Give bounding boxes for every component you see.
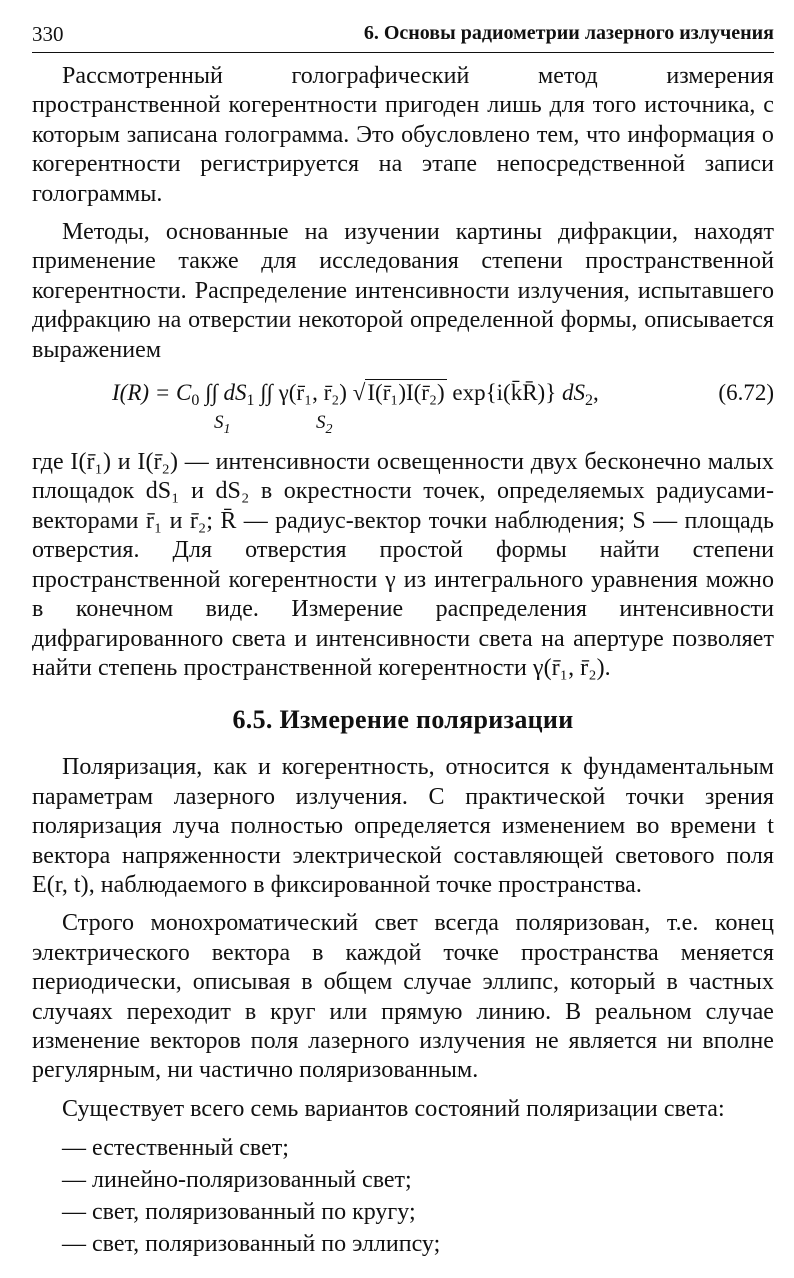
section-heading: 6.5. Измерение поляризации: [232, 705, 574, 735]
list-item: — свет, поляризованный по кругу;: [62, 1199, 416, 1226]
equation-trailing-comma: ,: [592, 380, 599, 406]
list-item: — свет, поляризованный по эллипсу;: [62, 1231, 441, 1258]
running-title: 6. Основы радиометрии лазерного излучения: [363, 22, 774, 44]
polarization-states-list: [32, 1133, 774, 1259]
integral-limit-2-letter: S: [316, 412, 326, 434]
paragraph-polarization-intro: Поляризация, как и когерентность, относится к фундаментальным параметрам лазерного излучения. С практической точки зрения поляризация луча полностью определяется изменением во времени t вектора напряженности электрической составляющей светового поля E(r, t), наблюдаемого в фиксированной точке пространства.: [32, 754, 774, 898]
equation-ds2-sub: 2: [584, 392, 593, 410]
paragraph-seven-states: Существует всего семь вариантов состояний поляризации света:: [62, 1095, 725, 1122]
paragraph-hologram-method: Рассмотренный голографический метод измерения пространственной когерентности пригоден лишь для того источника, с которым записана голограмма. Это обусловлено тем, что информация о когерентности регистрируется на этапе непосредственной записи голограммы.: [32, 63, 774, 207]
paragraph-diffraction-methods: Методы, основанные на изучении картины дифракции, находят применение также для исследования степени пространственной когерентности. Распределение интенсивности излучения, испытавшего дифракцию на отверстии некоторой определенной формы, описывается выражением: [32, 219, 774, 363]
equation-sqrt-body: I(r̄₁)I(r̄₂): [367, 380, 445, 406]
page-number: 330: [32, 22, 64, 46]
integral-limit-1-letter: S: [214, 412, 224, 434]
integral-sign-2: ∫∫: [260, 380, 273, 406]
integral-limit-1-sub: 1: [223, 422, 231, 438]
list-item: — естественный свет;: [62, 1135, 289, 1162]
sqrt-sign: √: [352, 380, 366, 406]
equation-ds1: dS: [223, 380, 247, 406]
equation-ds1-sub: 1: [246, 392, 255, 410]
page-header: [32, 16, 774, 53]
equation-lhs: I(R) = C: [112, 380, 192, 406]
equation-ds2: dS: [561, 380, 585, 406]
equation-expression: [112, 380, 599, 410]
integral-sign-1: ∫∫: [205, 380, 218, 406]
integral-limit-1: [214, 412, 231, 438]
equation-exp: exp{i(k̄R̄)}: [452, 380, 557, 406]
equation-lhs-sub: 0: [191, 392, 200, 410]
page-body: [32, 62, 774, 1261]
integral-limit-2: [316, 412, 333, 438]
paragraph-where-definitions: где I(r̄₁) и I(r̄₂) — интенсивности освещенности двух бесконечно малых площадок dS₁ и dS₂ в окрестности точек, определяемых радиусами-векторами r̄₁ и r̄₂; R̄ — радиус-вектор точки наблюдения; S — площадь отверстия. Для отверстия простой формы найти степени пространственной когерентности γ из интегрального уравнения можно в конечном виде. Измерение распределения интенсивности дифрагированного света и интенсивности света на апертуре позволяет найти степень пространственной когерентности γ(r̄₁, r̄₂).: [32, 449, 774, 681]
equation-6-72: [32, 374, 774, 438]
list-item: — линейно-поляризованный свет;: [62, 1167, 412, 1194]
integral-limit-2-sub: 2: [325, 422, 333, 438]
equation-number: (6.72): [718, 380, 774, 406]
paragraph-monochromatic-light: Строго монохроматический свет всегда поляризован, т.е. конец электрического вектора в каждой точке пространства меняется периодически, описывая в общем случае эллипс, который в частных случаях переходит в круг или прямую линию. В реальном случае изменение векторов поля лазерного излучения не является ни вполне регулярным, ни частично поляризованным.: [32, 910, 774, 1084]
equation-gamma: γ(r̄₁, r̄₂): [278, 380, 347, 406]
